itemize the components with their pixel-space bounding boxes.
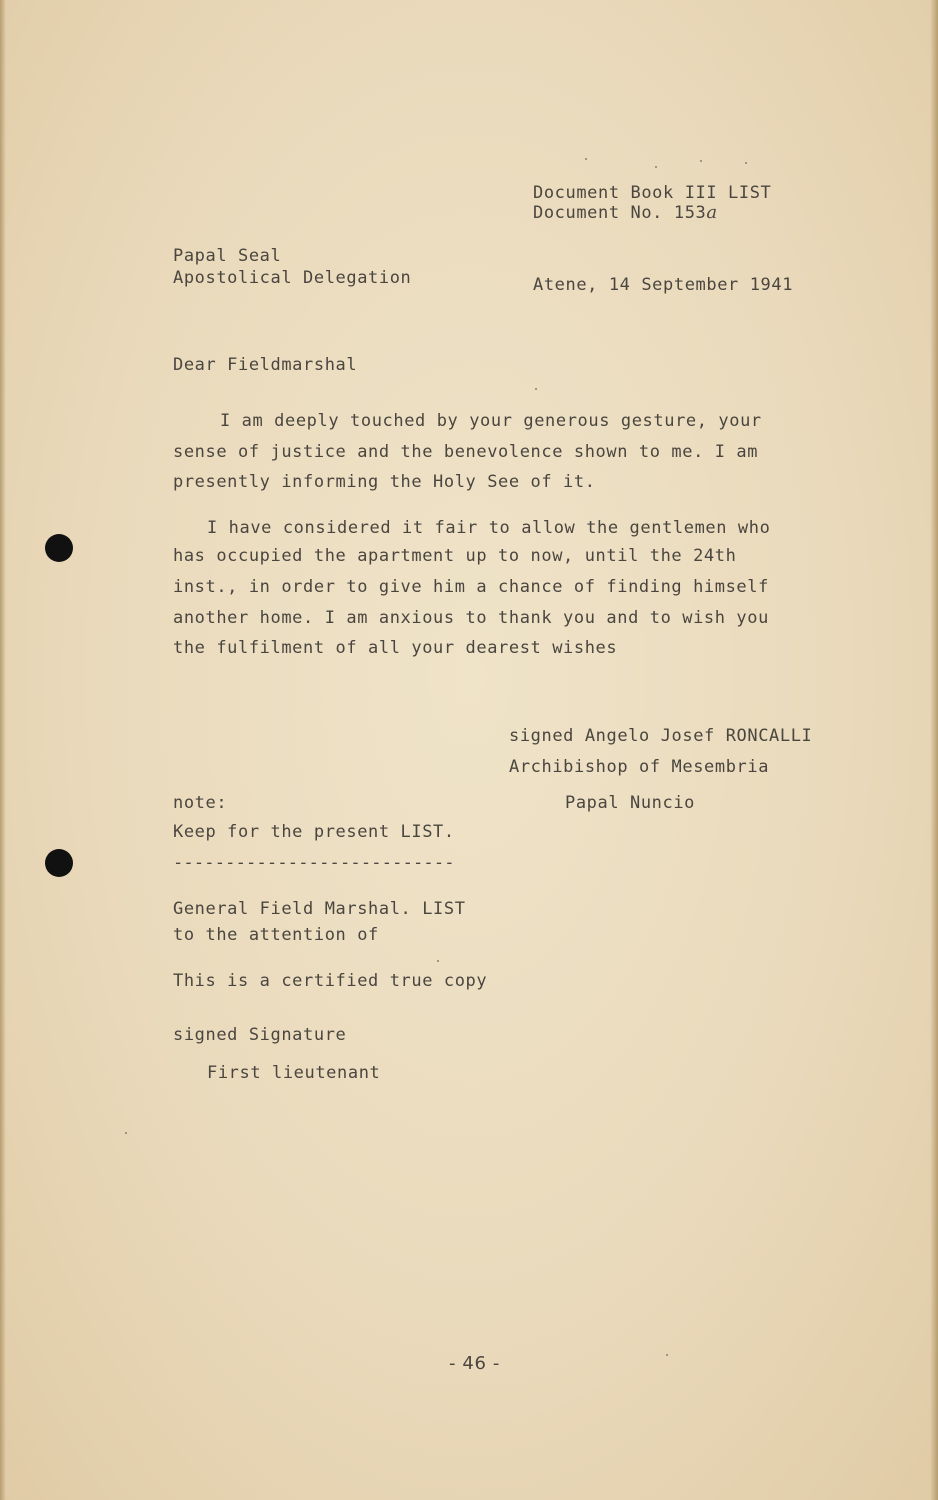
paper-speck: [437, 960, 439, 962]
certification-rank: First lieutenant: [207, 1063, 381, 1083]
sender-line-2: Apostolical Delegation: [173, 268, 412, 288]
paper-edge-right: [930, 0, 938, 1500]
paper-speck: [535, 388, 537, 390]
paper-speck: [666, 1354, 668, 1356]
paper-speck: [655, 166, 657, 168]
punch-hole-lower: [45, 849, 73, 877]
certification-signed: signed Signature: [173, 1025, 347, 1045]
document-number-suffix: a: [706, 202, 718, 223]
certification-statement: This is a certified true copy: [173, 971, 488, 991]
signature-office: Papal Nuncio: [565, 793, 696, 813]
paper-speck: [585, 158, 587, 160]
document-number-value: 153: [673, 203, 707, 223]
note-text: Keep for the present LIST.: [173, 822, 455, 842]
body-paragraph-2-line-4: another home. I am anxious to thank you and to wish you: [173, 608, 769, 628]
body-paragraph-2-line-5: the fulfilment of all your dearest wishes: [173, 638, 618, 658]
attention-line-2: to the attention of: [173, 925, 379, 945]
salutation: Dear Fieldmarshal: [173, 355, 358, 375]
attention-line-1: General Field Marshal. LIST: [173, 899, 466, 919]
document-number-label: Document No.: [533, 203, 664, 223]
body-paragraph-1-line-2: sense of justice and the benevolence shown to me. I am: [173, 442, 759, 462]
document-number-line: [533, 203, 718, 223]
sender-line-1: Papal Seal: [173, 246, 282, 266]
body-paragraph-2-line-1: I have considered it fair to allow the gentlemen who: [207, 518, 771, 538]
signature-title: Archibishop of Mesembria: [509, 757, 770, 777]
page-number: - 46 -: [449, 1353, 500, 1374]
document-book-line: Document Book III LIST: [533, 183, 772, 203]
note-label: note:: [173, 793, 228, 813]
body-paragraph-2-line-2: has occupied the apartment up to now, until the 24th: [173, 546, 737, 566]
paper-speck: [700, 160, 702, 162]
note-divider: ---------------------------: [173, 853, 455, 873]
body-paragraph-1-line-3: presently informing the Holy See of it.: [173, 472, 596, 492]
body-paragraph-1-line-1: I am deeply touched by your generous gesture, your: [220, 411, 762, 431]
paper-edge-left: [0, 0, 6, 1500]
body-paragraph-2-line-3: inst., in order to give him a chance of finding himself: [173, 577, 769, 597]
paper-speck: [125, 1132, 127, 1134]
place-date: Atene, 14 September 1941: [533, 275, 794, 295]
paper-speck: [745, 162, 747, 164]
signature-name: signed Angelo Josef RONCALLI: [509, 726, 813, 746]
punch-hole-upper: [45, 534, 73, 562]
